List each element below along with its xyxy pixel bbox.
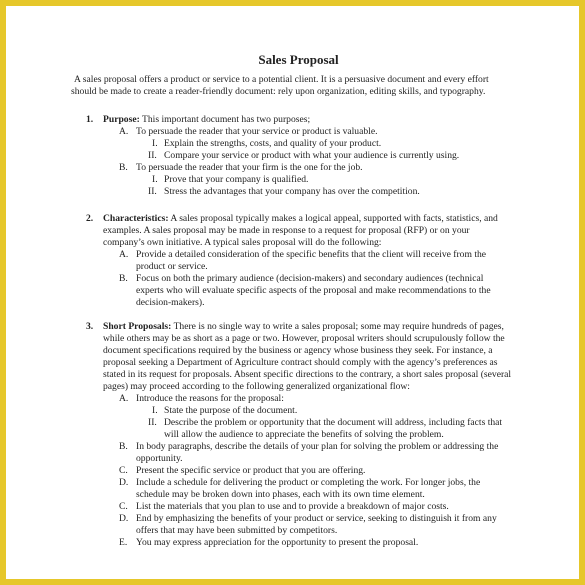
list-item: To persuade the reader that your service or product is valuable. [136,126,378,137]
list-marker: B. [119,273,128,284]
list-marker: I. [152,174,158,185]
document-title: Sales Proposal [258,52,339,67]
list-item: will allow the audience to appreciate the benefits of solving the problem. [164,429,444,440]
list-marker: II. [148,186,157,197]
intro-line: A sales proposal offers a product or service to a potential client. It is a persuasive document and every effort [74,74,489,85]
list-marker: A. [119,393,129,404]
list-item: experts who will evaluate specific aspects of the proposal and make recommendations to the [136,285,491,296]
list-item: Provide a detailed consideration of the specific benefits that the client will receive from the [136,249,487,260]
list-marker: A. [119,249,129,260]
paragraph-line: pages) may proceed according to the following generalized organizational flow: [103,381,410,392]
list-marker: II. [148,150,157,161]
section-short-proposals [103,321,504,333]
list-marker: B. [119,162,128,173]
intro-line: should be made to create a reader-friendly document: rely upon organization, editing skills, and typography. [71,86,486,97]
paragraph-line: stated in its request for proposals. Absent specific directions to the contrary, a short sales proposal (several [103,369,512,380]
list-item: Introduce the reasons for the proposal: [136,393,284,404]
list-item: End by emphasizing the benefits of your product or service, seeking to distinguish it from any [136,513,497,524]
section-number: 1. [86,114,94,125]
section-characteristics [103,213,498,225]
list-item: You may express appreciation for the opportunity to present the proposal. [136,537,419,548]
paragraph-line: document specifications required by the business or agency whose business they seek. For instance, a [103,345,493,356]
list-item: Stress the advantages that your company has over the competition. [164,186,420,197]
list-item: offers that may have been submitted by competitors. [136,525,338,536]
list-marker: C. [119,501,128,512]
list-item: Compare your service or product with what your audience is currently using. [164,150,460,161]
list-item: State the purpose of the document. [164,405,298,416]
list-marker: D. [119,513,129,524]
section-lead: There is no single way to write a sales proposal; some may require hundreds of pages, [173,321,504,332]
list-item: In body paragraphs, describe the details of your plan for solving the problem or addressing the [136,441,499,452]
section-lead: This important document has two purposes; [142,114,311,125]
list-item: Focus on both the primary audience (decision-makers) and secondary audiences (technical [136,273,484,284]
section-heading: Characteristics: [103,213,169,224]
list-marker: A. [119,126,129,137]
list-item: opportunity. [136,453,183,464]
list-marker: II. [148,417,157,428]
section-heading: Short Proposals: [103,321,172,332]
list-marker: C. [119,465,128,476]
list-item: decision-makers). [136,297,205,308]
list-item: Present the specific service or product that you are offering. [136,465,366,476]
list-marker: D. [119,477,129,488]
list-item: List the materials that you plan to use and to provide a breakdown of major costs. [136,501,449,512]
list-marker: I. [152,138,158,149]
paragraph-line: proposal seeking a Department of Agriculture contract should comply with the agency’s preferences as [103,357,498,368]
list-item: schedule may be broken down into phases, each with its own time element. [136,489,425,500]
paragraph-line: company’s own initiative. A typical sales proposal will do the following: [103,237,382,248]
section-number: 3. [86,321,94,332]
list-item: Explain the strengths, costs, and quality of your product. [164,138,382,149]
list-marker: B. [119,441,128,452]
list-item: product or service. [136,261,208,272]
list-marker: I. [152,405,158,416]
paragraph-line: while others may be as short as a page or two. However, proposal writers should scrupulously follow the [103,333,505,344]
section-lead: A sales proposal typically makes a logical appeal, supported with facts, statistics, and [170,213,498,224]
list-item: Include a schedule for delivering the product or completing the work. For longer jobs, the [136,477,481,488]
section-number: 2. [86,213,94,224]
list-marker: E. [119,537,128,548]
paragraph-line: examples. A sales proposal may be made in response to a request for proposal (RFP) or on your [103,225,470,236]
list-item: Prove that your company is qualified. [164,174,309,185]
section-purpose [103,114,310,126]
section-heading: Purpose: [103,114,140,125]
list-item: To persuade the reader that your firm is the one for the job. [136,162,363,173]
list-item: Describe the problem or opportunity that the document will address, including facts that [164,417,503,428]
